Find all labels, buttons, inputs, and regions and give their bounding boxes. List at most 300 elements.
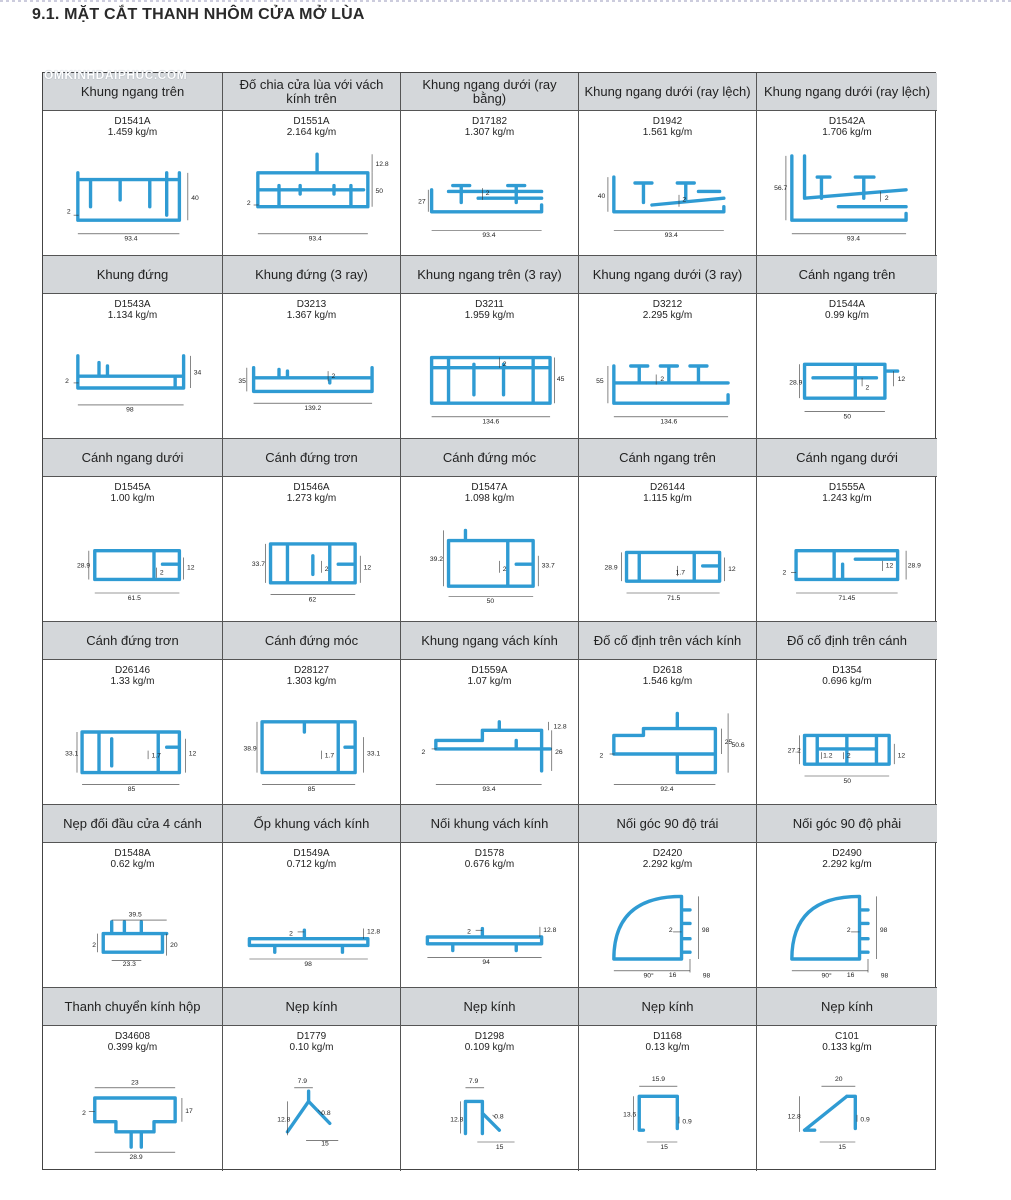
dimension-label: 90° xyxy=(643,972,654,980)
dimension-label: 98 xyxy=(126,406,134,414)
profile-section-svg xyxy=(43,1054,221,1164)
dimension-label: 134.6 xyxy=(660,418,678,426)
profile-weight: 1.33 kg/m xyxy=(110,676,155,687)
profile-section-drawing xyxy=(401,139,579,249)
dimension-label: 2 xyxy=(668,926,673,934)
profile-name: Nẹp đối đầu cửa 4 cánh xyxy=(43,805,222,843)
dimension-label: 35 xyxy=(238,377,246,385)
profile-cell xyxy=(757,439,937,622)
dimension-label: 40 xyxy=(597,193,606,201)
dimension-label: 98 xyxy=(879,926,888,934)
profile-section-drawing xyxy=(579,1054,757,1164)
dimension-label: 93.4 xyxy=(124,235,138,243)
profile-code: D17182 xyxy=(471,116,508,127)
dimension-label: 1.2 xyxy=(823,752,833,760)
dimension-label: 85 xyxy=(307,786,316,794)
profile-section-shape xyxy=(805,364,898,398)
dimension-label: 28.9 xyxy=(604,564,618,572)
profile-section-drawing xyxy=(43,871,221,981)
profile-section-shape xyxy=(639,1096,677,1130)
dimension-label: 50.6 xyxy=(731,742,745,750)
profile-section-svg xyxy=(43,322,221,432)
profile-name: Khung đứng xyxy=(43,256,222,294)
profile-section-drawing xyxy=(43,688,221,798)
profile-section-shape xyxy=(271,544,356,583)
profile-cell xyxy=(579,622,757,805)
profile-section-drawing xyxy=(43,505,221,615)
profile-code: D1551A xyxy=(293,116,330,127)
profile-section-svg xyxy=(43,139,221,249)
profile-section-shape xyxy=(78,173,180,220)
dimension-label: 98 xyxy=(702,972,711,980)
dimension-label: 12.8 xyxy=(450,1116,464,1124)
profile-weight: 0.62 kg/m xyxy=(110,859,155,870)
profile-cell xyxy=(223,256,401,439)
profile-section-shape xyxy=(103,922,166,952)
dimension-label: 28.9 xyxy=(77,562,91,570)
profile-name: Ốp khung vách kính xyxy=(223,805,400,843)
profile-weight: 0.10 kg/m xyxy=(289,1042,334,1053)
profile-weight: 1.243 kg/m xyxy=(822,493,872,504)
profile-section-svg xyxy=(43,688,221,798)
profile-weight: 2.295 kg/m xyxy=(642,310,693,321)
profile-cell xyxy=(401,622,579,805)
profile-code: D1545A xyxy=(114,482,151,493)
profile-name: Đố chia cửa lùa với vách kính trên xyxy=(223,73,400,111)
profile-section-svg xyxy=(757,688,935,798)
dimension-label: 2 xyxy=(92,942,96,950)
profile-code: D1544A xyxy=(828,299,866,310)
dimension-label: 2 xyxy=(246,200,251,207)
profile-section-drawing xyxy=(579,688,757,798)
profile-code: C101 xyxy=(835,1031,859,1042)
profile-section-svg xyxy=(223,871,401,981)
profile-code: D3212 xyxy=(652,299,683,310)
profile-name: Nối góc 90 độ phải xyxy=(757,805,937,843)
dimension-label: 93.4 xyxy=(846,235,860,243)
dimension-label: 2 xyxy=(884,194,889,202)
profile-section-shape xyxy=(792,156,906,220)
profile-section-svg xyxy=(401,322,579,432)
dimension-label: 28.9 xyxy=(129,1153,143,1161)
profile-section-drawing xyxy=(401,688,579,798)
profile-weight: 1.098 kg/m xyxy=(464,493,515,504)
profile-section-shape xyxy=(614,713,716,772)
dimension-label: 38.9 xyxy=(243,745,257,753)
profile-section-svg xyxy=(401,139,579,249)
profile-section-drawing xyxy=(757,688,935,798)
profile-code: D1942 xyxy=(652,116,683,127)
profile-cell xyxy=(401,805,579,988)
profile-section-svg xyxy=(757,505,935,615)
dimension-label: 20 xyxy=(835,1076,843,1084)
dimension-label: 12 xyxy=(897,752,906,760)
dimension-label: 2 xyxy=(289,930,293,938)
profile-weight: 1.546 kg/m xyxy=(642,676,693,687)
profile-section-shape xyxy=(614,896,690,959)
profile-section-svg xyxy=(223,322,401,432)
profile-cell xyxy=(43,805,223,988)
dimension-label: 1.7 xyxy=(324,752,335,760)
profile-weight: 1.561 kg/m xyxy=(642,127,693,138)
profile-code: D1547A xyxy=(471,482,508,493)
profile-section-drawing xyxy=(223,139,401,249)
profile-section-drawing xyxy=(223,871,401,981)
profile-code: D2618 xyxy=(652,665,683,676)
profile-code: D1298 xyxy=(474,1031,505,1042)
profile-section-drawing xyxy=(223,505,401,615)
profile-name: Cánh ngang trên xyxy=(757,256,937,294)
profile-code: D1549A xyxy=(293,848,330,859)
profile-section-svg xyxy=(223,1054,401,1164)
profile-section-svg xyxy=(579,871,757,981)
dimension-label: 71.45 xyxy=(838,594,856,602)
profile-name: Cánh ngang trên xyxy=(579,439,756,477)
profile-section-shape xyxy=(78,356,184,388)
profile-section-svg xyxy=(579,505,757,615)
dimension-label: 12 xyxy=(885,562,894,570)
dimension-label: 2 xyxy=(846,752,851,760)
dimension-label: 12.8 xyxy=(277,1116,291,1124)
profile-section-drawing xyxy=(579,505,757,615)
dimension-label: 12 xyxy=(187,564,195,572)
profile-code: D26144 xyxy=(649,482,686,493)
dimension-label: 16 xyxy=(668,971,677,979)
profile-name: Khung ngang dưới (ray bằng) xyxy=(401,73,578,111)
dimension-label: 93.4 xyxy=(308,235,322,243)
profile-name: Nẹp kính xyxy=(401,988,578,1026)
dimension-label: 71.5 xyxy=(667,594,681,602)
profile-section-drawing xyxy=(757,322,935,432)
profile-section-drawing xyxy=(757,505,935,615)
dimension-label: 56.7 xyxy=(774,184,788,192)
dimension-label: 2 xyxy=(324,566,329,573)
profile-code: D1555A xyxy=(828,482,866,493)
profile-weight: 1.273 kg/m xyxy=(286,493,337,504)
dimension-label: 12.8 xyxy=(375,161,389,169)
profile-weight: 1.134 kg/m xyxy=(107,310,158,321)
profile-weight: 1.959 kg/m xyxy=(464,310,515,321)
profile-section-svg xyxy=(579,322,757,432)
profile-section-svg xyxy=(757,1054,935,1164)
profile-code: D1168 xyxy=(653,1031,682,1042)
dimension-label: 50 xyxy=(843,777,851,785)
profile-weight: 2.292 kg/m xyxy=(822,859,872,870)
dimension-label: 1.7 xyxy=(151,752,161,760)
profile-section-shape xyxy=(614,177,724,212)
dimension-label: 12.8 xyxy=(367,928,381,936)
profile-section-drawing xyxy=(401,322,579,432)
dimension-label: 33.1 xyxy=(65,750,79,758)
dimension-label: 90° xyxy=(821,972,832,980)
profile-weight: 1.07 kg/m xyxy=(467,676,512,687)
dimension-label: 15 xyxy=(321,1140,329,1148)
profile-section-svg xyxy=(43,871,221,981)
dimension-label: 23.3 xyxy=(122,960,136,968)
profile-code: D34608 xyxy=(114,1031,151,1042)
dimension-label: 12 xyxy=(363,564,372,572)
dimension-label: 7.9 xyxy=(468,1077,479,1085)
profile-weight: 1.459 kg/m xyxy=(107,127,158,138)
profile-section-drawing xyxy=(579,139,757,249)
profile-section-svg xyxy=(757,322,935,432)
profile-cell xyxy=(223,622,401,805)
dimension-label: 2 xyxy=(660,376,665,384)
profile-section-svg xyxy=(401,505,579,615)
profile-name: Nẹp kính xyxy=(757,988,937,1026)
dimension-label: 13.6 xyxy=(623,1111,637,1119)
dimension-label: 2 xyxy=(421,749,426,756)
dimension-label: 134.6 xyxy=(482,418,500,426)
profile-cell xyxy=(43,256,223,439)
dimension-label: 2 xyxy=(467,928,471,936)
profile-section-shape xyxy=(95,551,180,580)
dimension-label: 92.4 xyxy=(660,786,674,794)
profile-cell xyxy=(757,256,937,439)
profile-weight: 0.109 kg/m xyxy=(464,1042,515,1053)
profile-section-shape xyxy=(449,530,534,586)
dimension-label: 2 xyxy=(782,569,787,577)
profile-code: D3213 xyxy=(296,299,327,310)
profile-name: Cánh ngang dưới xyxy=(43,439,222,477)
profile-weight: 2.292 kg/m xyxy=(642,859,693,870)
profile-weight: 0.133 kg/m xyxy=(822,1042,872,1053)
profile-cell xyxy=(43,988,223,1171)
dimension-label: 98 xyxy=(304,960,312,968)
profile-section-shape xyxy=(805,735,890,764)
dimension-label: 27.2 xyxy=(787,747,801,755)
profile-name: Khung ngang dưới (ray lệch) xyxy=(757,73,937,111)
profile-name: Khung đứng (3 ray) xyxy=(223,256,400,294)
dimension-label: 28.9 xyxy=(789,379,803,387)
profile-name: Khung ngang trên (3 ray) xyxy=(401,256,578,294)
profile-section-drawing xyxy=(757,1054,935,1164)
profile-section-drawing xyxy=(401,871,579,981)
dimension-label: 26 xyxy=(555,749,563,756)
profile-cell xyxy=(579,805,757,988)
dimension-label: 25 xyxy=(724,738,733,746)
profile-section-shape xyxy=(254,368,372,392)
profile-section-svg xyxy=(579,1054,757,1164)
profile-section-drawing xyxy=(401,1054,579,1164)
dimension-label: 27 xyxy=(418,198,426,206)
dimension-label: 2 xyxy=(82,1109,86,1117)
profile-code: D1546A xyxy=(293,482,330,493)
profile-name: Nối góc 90 độ trái xyxy=(579,805,756,843)
profile-name: Nối khung vách kính xyxy=(401,805,578,843)
profile-cell xyxy=(401,439,579,622)
dimension-label: 0.8 xyxy=(321,1109,331,1117)
profile-section-svg xyxy=(401,871,579,981)
dimension-label: 94 xyxy=(482,959,490,967)
dimension-label: 17 xyxy=(185,1108,193,1116)
dimension-label: 2 xyxy=(331,372,336,380)
dimension-label: 2 xyxy=(865,384,870,392)
profile-section-shape xyxy=(258,154,368,206)
profile-weight: 0.696 kg/m xyxy=(822,676,872,687)
profile-weight: 0.13 kg/m xyxy=(645,1042,690,1053)
dimension-label: 20 xyxy=(170,942,178,950)
profile-cell xyxy=(223,73,401,256)
dimension-label: 15 xyxy=(660,1143,668,1151)
profile-name: Đố cố định trên vách kính xyxy=(579,622,756,660)
profile-cell xyxy=(579,73,757,256)
profile-name: Khung ngang vách kính xyxy=(401,622,578,660)
profile-cell xyxy=(757,622,937,805)
dimension-label: 98 xyxy=(701,926,710,934)
profile-name: Cánh đứng trơn xyxy=(43,622,222,660)
dimension-label: 39.2 xyxy=(429,555,444,563)
profile-weight: 1.706 kg/m xyxy=(822,127,872,138)
dimension-label: 12 xyxy=(897,376,906,384)
profile-section-svg xyxy=(757,871,935,981)
profile-section-svg xyxy=(223,139,401,249)
profile-code: D1543A xyxy=(114,299,151,310)
profile-name: Khung ngang dưới (3 ray) xyxy=(579,256,756,294)
dimension-label: 0.8 xyxy=(494,1113,504,1121)
dimension-label: 2 xyxy=(682,196,687,204)
dimension-label: 2 xyxy=(846,926,851,934)
profile-weight: 2.164 kg/m xyxy=(286,127,337,138)
dimension-label: 50 xyxy=(843,413,851,421)
profile-name: Đố cố định trên cánh xyxy=(757,622,937,660)
profile-code: D1541A xyxy=(114,116,151,127)
profile-name: Cánh đứng trơn xyxy=(223,439,400,477)
profile-code: D3211 xyxy=(475,299,504,310)
profile-name: Khung ngang dưới (ray lệch) xyxy=(579,73,756,111)
profile-section-svg xyxy=(223,505,401,615)
profile-weight: 0.712 kg/m xyxy=(286,859,337,870)
profile-cell xyxy=(43,439,223,622)
profile-code: D1548A xyxy=(114,848,151,859)
profile-cell xyxy=(757,73,937,256)
dimension-label: 93.4 xyxy=(482,232,496,240)
profile-section-shape xyxy=(95,1098,175,1147)
dimension-label: 62 xyxy=(308,596,317,604)
profile-code: D2490 xyxy=(832,848,862,859)
profile-code: D1354 xyxy=(832,665,862,676)
profile-cell xyxy=(579,439,757,622)
profile-code: D2420 xyxy=(652,848,683,859)
profile-code: D1542A xyxy=(828,116,866,127)
profile-section-svg xyxy=(401,1054,579,1164)
profile-section-drawing xyxy=(579,871,757,981)
profile-section-shape xyxy=(627,552,720,581)
profile-section-svg xyxy=(757,139,935,249)
dimension-label: 2 xyxy=(502,361,507,368)
profile-cell xyxy=(223,988,401,1171)
dimension-label: 12.8 xyxy=(787,1113,801,1121)
profile-weight: 0.399 kg/m xyxy=(107,1042,158,1053)
page-title: 9.1. MẶT CẮT THANH NHÔM CỬA MỞ LÙA xyxy=(32,6,365,23)
profile-cell xyxy=(579,988,757,1171)
dimension-label: 93.4 xyxy=(664,232,678,240)
profile-cell xyxy=(401,73,579,256)
dimension-label: 45 xyxy=(556,376,565,384)
profile-section-svg xyxy=(579,688,757,798)
dimension-label: 1.7 xyxy=(675,569,686,577)
profile-section-shape xyxy=(614,366,728,403)
profile-section-drawing xyxy=(757,139,935,249)
profile-weight: 1.303 kg/m xyxy=(286,676,337,687)
profile-section-drawing xyxy=(43,322,221,432)
dimension-label: 33.1 xyxy=(367,750,381,758)
profile-code: D1578 xyxy=(474,848,505,859)
dimension-label: 2 xyxy=(159,569,164,577)
dimension-label: 34 xyxy=(193,369,202,377)
profile-section-shape xyxy=(82,732,179,773)
profile-section-drawing xyxy=(43,1054,221,1164)
profile-cell xyxy=(223,805,401,988)
profile-weight: 1.115 kg/m xyxy=(643,493,692,504)
profile-section-shape xyxy=(436,722,550,771)
dimension-label: 23 xyxy=(131,1079,139,1087)
profile-section-svg xyxy=(223,688,401,798)
profile-section-drawing xyxy=(757,871,935,981)
profile-cell xyxy=(43,73,223,256)
profile-cell xyxy=(401,256,579,439)
profile-cell xyxy=(401,988,579,1171)
dimension-label: 33.7 xyxy=(541,562,555,570)
profile-catalog-table xyxy=(42,72,936,1170)
profile-cell xyxy=(579,256,757,439)
profile-section-drawing xyxy=(223,322,401,432)
dimension-label: 2 xyxy=(485,189,490,197)
profile-section-drawing xyxy=(43,139,221,249)
profile-name: Nẹp kính xyxy=(579,988,756,1026)
dimension-label: 40 xyxy=(191,194,199,202)
profile-code: D26146 xyxy=(114,665,151,676)
profile-cell xyxy=(43,622,223,805)
dimension-label: 2 xyxy=(65,377,69,385)
profile-weight: 0.99 kg/m xyxy=(825,310,869,321)
profile-name: Cánh đứng móc xyxy=(401,439,578,477)
profile-cell xyxy=(223,439,401,622)
profile-section-shape xyxy=(805,1096,856,1130)
dimension-label: 15 xyxy=(838,1143,846,1151)
dimension-label: 98 xyxy=(880,972,889,980)
profile-section-svg xyxy=(579,139,757,249)
dimension-label: 12 xyxy=(728,566,736,573)
dimension-label: 50 xyxy=(486,598,495,606)
profile-section-shape xyxy=(427,929,541,951)
profile-code: D1779 xyxy=(296,1031,327,1042)
dimension-label: 28.9 xyxy=(907,562,921,570)
profile-weight: 1.00 kg/m xyxy=(110,493,155,504)
profile-section-shape xyxy=(432,358,550,404)
dimension-label: 0.9 xyxy=(860,1116,870,1124)
dimension-label: 61.5 xyxy=(127,594,141,602)
dimension-label: 93.4 xyxy=(482,786,496,794)
profile-section-svg xyxy=(43,505,221,615)
dimension-label: 12.8 xyxy=(543,926,557,934)
profile-section-shape xyxy=(262,722,355,773)
dimension-label: 12.8 xyxy=(553,723,567,731)
dimension-label: 85 xyxy=(127,786,136,794)
dimension-label: 2 xyxy=(599,752,604,760)
dimension-label: 7.9 xyxy=(297,1077,308,1085)
dimension-label: 39.5 xyxy=(128,911,142,919)
profile-section-shape xyxy=(792,896,868,959)
dimension-label: 15 xyxy=(495,1143,504,1151)
profile-cell xyxy=(757,988,937,1171)
dimension-label: 2 xyxy=(66,208,71,216)
dimension-label: 50 xyxy=(375,188,383,196)
profile-name: Cánh ngang dưới xyxy=(757,439,937,477)
profile-name: Cánh đứng móc xyxy=(223,622,400,660)
dimension-label: 55 xyxy=(596,377,604,385)
watermark: OMKINHDAIPHUC.COM xyxy=(44,68,188,82)
